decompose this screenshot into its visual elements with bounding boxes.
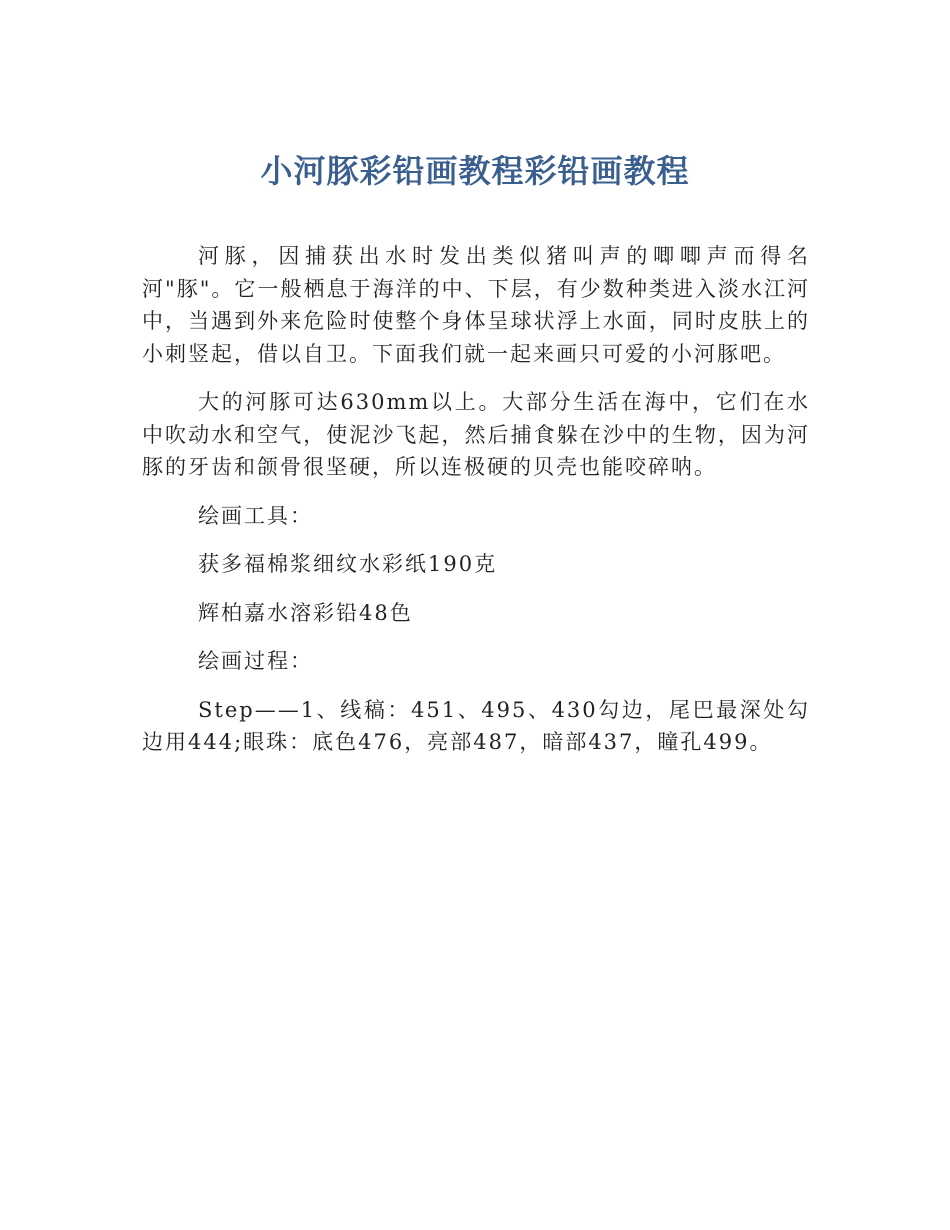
paragraph-size: 大的河豚可达630mm以上。大部分生活在海中，它们在水中吹动水和空气，使泥沙飞起，然后捕食躲在沙中的生物，因为河豚的牙齿和颌骨很坚硬，所以连极硬的贝壳也能咬碎呐。 (142, 390, 810, 479)
paragraph-pencils: 辉柏嘉水溶彩铅48色 (198, 600, 413, 625)
paragraph-paper: 获多福棉浆细纹水彩纸190克 (198, 552, 498, 576)
document-body (142, 240, 810, 775)
document-title: 小河豚彩铅画教程彩铅画教程 (260, 152, 690, 190)
paragraph-process-heading: 绘画过程： (198, 649, 313, 673)
paragraph-step-1: Step——1、线稿：451、495、430勾边，尾巴最深处勾边用444;眼珠：底色476，亮部487，暗部437，瞳孔499。 (142, 697, 810, 754)
paragraph-intro: 河豚，因捕获出水时发出类似猪叫声的唧唧声而得名河"豚"。它一般栖息于海洋的中、下层，有少数种类进入淡水江河中，当遇到外来危险时使整个身体呈球状浮上水面，同时皮肤上的小刺竖起，借以自卫。下面我们就一起来画只可爱的小河豚吧。 (142, 244, 810, 366)
paragraph-tools-heading: 绘画工具： (198, 503, 313, 528)
